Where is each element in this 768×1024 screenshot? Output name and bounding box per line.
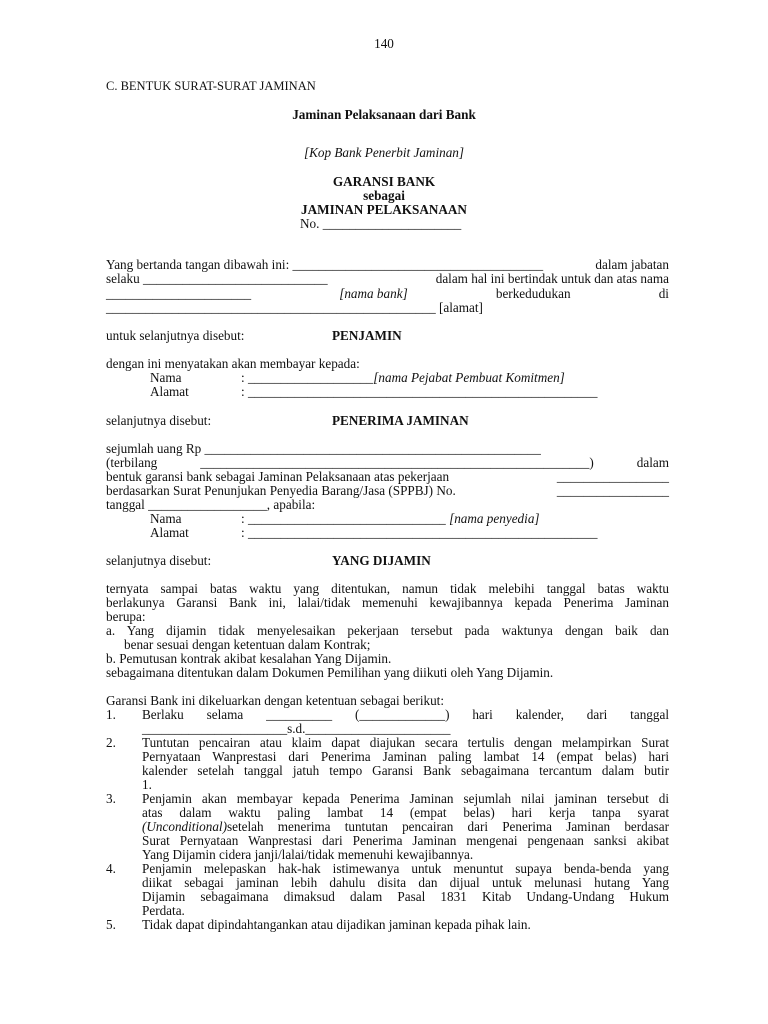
intro-signatory-field: Yang bertanda tangan dibawah ini: ______________________________________ xyxy=(106,257,544,272)
term-line: Perdata. xyxy=(142,903,185,918)
intro-jabatan-text: dalam jabatan xyxy=(595,257,669,272)
conditions-line-1: ternyata sampai batas waktu yang ditentukan, namun tidak melebihi tanggal batas waktu xyxy=(106,581,669,596)
terms-intro: Garansi Bank ini dikeluarkan dengan ketentuan sebagai berikut: xyxy=(106,693,445,708)
term-line: Tuntutan pencairan atau klaim dapat diajukan secara tertulis dengan melampirkan Surat xyxy=(142,735,669,750)
pay-to-alamat-label: Alamat xyxy=(150,384,189,399)
amount-terbilang-field: ___________________________________________________________) xyxy=(200,455,594,470)
amount-pekerjaan-field: _________________ xyxy=(556,469,669,484)
penerima-label: selanjutnya disebut: xyxy=(106,413,212,428)
intro-selaku-field: selaku ____________________________ xyxy=(106,271,328,286)
intro-alamat-field: __________________________________________________ [alamat] xyxy=(106,300,483,315)
amount-terbilang-label: (terbilang xyxy=(106,455,158,470)
term-line: Berlaku selama __________ (_____________) hari kalender, dari tanggal xyxy=(142,707,669,722)
condition-a-line-1: a. Yang dijamin tidak menyelesaikan pekerjaan tersebut pada waktunya dengan baik dan xyxy=(106,623,669,638)
term-number: 3. xyxy=(106,791,116,806)
penyedia-nama-blank: : ______________________________ xyxy=(241,511,446,526)
intro-bank-hint: [nama bank] xyxy=(339,286,408,301)
amount-sppbj-field: _________________ xyxy=(556,483,669,498)
pay-to-nama-hint: [nama Pejabat Pembuat Komitmen] xyxy=(373,370,565,385)
amount-line-5: tanggal __________________, apabila: xyxy=(106,497,316,512)
intro-bank-blank: ______________________ xyxy=(106,286,252,301)
intro-atas-nama-text: dalam hal ini bertindak untuk dan atas nama xyxy=(435,271,669,286)
conditions-line-3: berupa: xyxy=(106,609,146,624)
penjamin-value: PENJAMIN xyxy=(332,328,402,343)
document-title: Jaminan Pelaksanaan dari Bank xyxy=(292,107,476,122)
term-number: 2. xyxy=(106,735,116,750)
amount-dalam-text: dalam xyxy=(636,455,669,470)
term-line: atas dalam waktu paling lambat 14 (empat belas) hari kerja tanpa syarat xyxy=(142,805,669,820)
term-line: Tidak dapat dipindahtangankan atau dijadikan jaminan kepada pihak lain. xyxy=(142,917,531,932)
term-line: ______________________s.d.______________________ xyxy=(142,721,451,736)
section-heading: C. BENTUK SURAT-SURAT JAMINAN xyxy=(106,79,316,93)
dijamin-value: YANG DIJAMIN xyxy=(332,553,431,568)
term-line: diikat sebagai jaminan lebih dahulu disita dan dijual untuk melunasi hutang Yang xyxy=(142,875,669,890)
term-line: Pernyataan Wanprestasi dari Penerima Jaminan paling lambat 14 (empat belas) hari xyxy=(142,749,669,764)
intro-line-2 xyxy=(106,271,669,287)
amount-pekerjaan-text: bentuk garansi bank sebagai Jaminan Pelaksanaan atas pekerjaan xyxy=(106,469,450,484)
intro-line-4 xyxy=(106,300,483,316)
penyedia-nama-hint: [nama penyedia] xyxy=(449,511,540,526)
condition-b: b. Pemutusan kontrak akibat kesalahan Yang Dijamin. xyxy=(106,651,392,666)
pay-to-intro: dengan ini menyatakan akan membayar kepada: xyxy=(106,356,360,371)
penjamin-label: untuk selanjutnya disebut: xyxy=(106,328,245,343)
pay-to-nama-blank: : ___________________ xyxy=(241,370,374,385)
kop-placeholder: [Kop Bank Penerbit Jaminan] xyxy=(303,145,465,160)
title-garansi-bank: GARANSI BANK xyxy=(332,174,436,189)
conditions-line-4: sebagaimana ditentukan dalam Dokumen Pemilihan yang diikuti oleh Yang Dijamin. xyxy=(106,665,554,680)
term-number: 4. xyxy=(106,861,116,876)
intro-berkedudukan-text: berkedudukan xyxy=(495,286,571,301)
term-line: Dijamin sebagaimana dimaksud dalam Pasal 1831 Kitab Undang-Undang Hukum xyxy=(142,889,669,904)
penyedia-alamat-field: : _____________________________________________________ xyxy=(241,525,598,540)
conditions-line-2: berlakunya Garansi Bank ini, lalai/tidak memenuhi kewajibannya kepada Penerima Jaminan xyxy=(106,595,669,610)
penyedia-alamat-label: Alamat xyxy=(150,525,189,540)
penerima-value: PENERIMA JAMINAN xyxy=(332,413,469,428)
pay-to-alamat-field: : _____________________________________________________ xyxy=(241,384,598,399)
pay-to-nama-label: Nama xyxy=(150,370,182,385)
dijamin-label: selanjutnya disebut: xyxy=(106,553,212,568)
term-line: Surat Pernyataan Wanprestasi dari Penerima Jaminan mengenai pengenaan sanksi akibat xyxy=(142,833,669,848)
condition-a-line-2: benar sesuai dengan ketentuan dalam Kontrak; xyxy=(124,637,371,652)
term-line: kalender setelah tanggal jatuh tempo Garansi Bank sebagaimana tercantum dalam butir xyxy=(142,763,669,778)
term-line: Penjamin melepaskan hak-hak istimewanya untuk menuntut supaya benda-benda yang xyxy=(142,861,669,876)
term-number: 1. xyxy=(106,707,116,722)
term-number: 5. xyxy=(106,917,116,932)
intro-di-text: di xyxy=(658,286,669,301)
term-line: Penjamin akan membayar kepada Penerima Jaminan sejumlah nilai jaminan tersebut di xyxy=(142,791,669,806)
penyedia-nama-label: Nama xyxy=(150,511,182,526)
title-sebagai: sebagai xyxy=(363,188,405,203)
amount-line-1: sejumlah uang Rp ___________________________________________________ xyxy=(106,441,541,456)
term-line: Yang Dijamin cidera janji/lalai/tidak memenuhi kewajibannya. xyxy=(142,847,474,862)
term-line: 1. xyxy=(142,777,152,792)
title-jaminan-pelaksanaan: JAMINAN PELAKSANAAN xyxy=(301,202,467,217)
term-line: (Unconditional)setelah menerima tuntutan pencairan dari Penerima Jaminan berdasar xyxy=(142,819,669,834)
page-number: 140 xyxy=(374,36,394,51)
amount-sppbj-text: berdasarkan Surat Penunjukan Penyedia Barang/Jasa (SPPBJ) No. xyxy=(106,483,456,498)
number-line: No. _____________________ xyxy=(300,216,462,231)
